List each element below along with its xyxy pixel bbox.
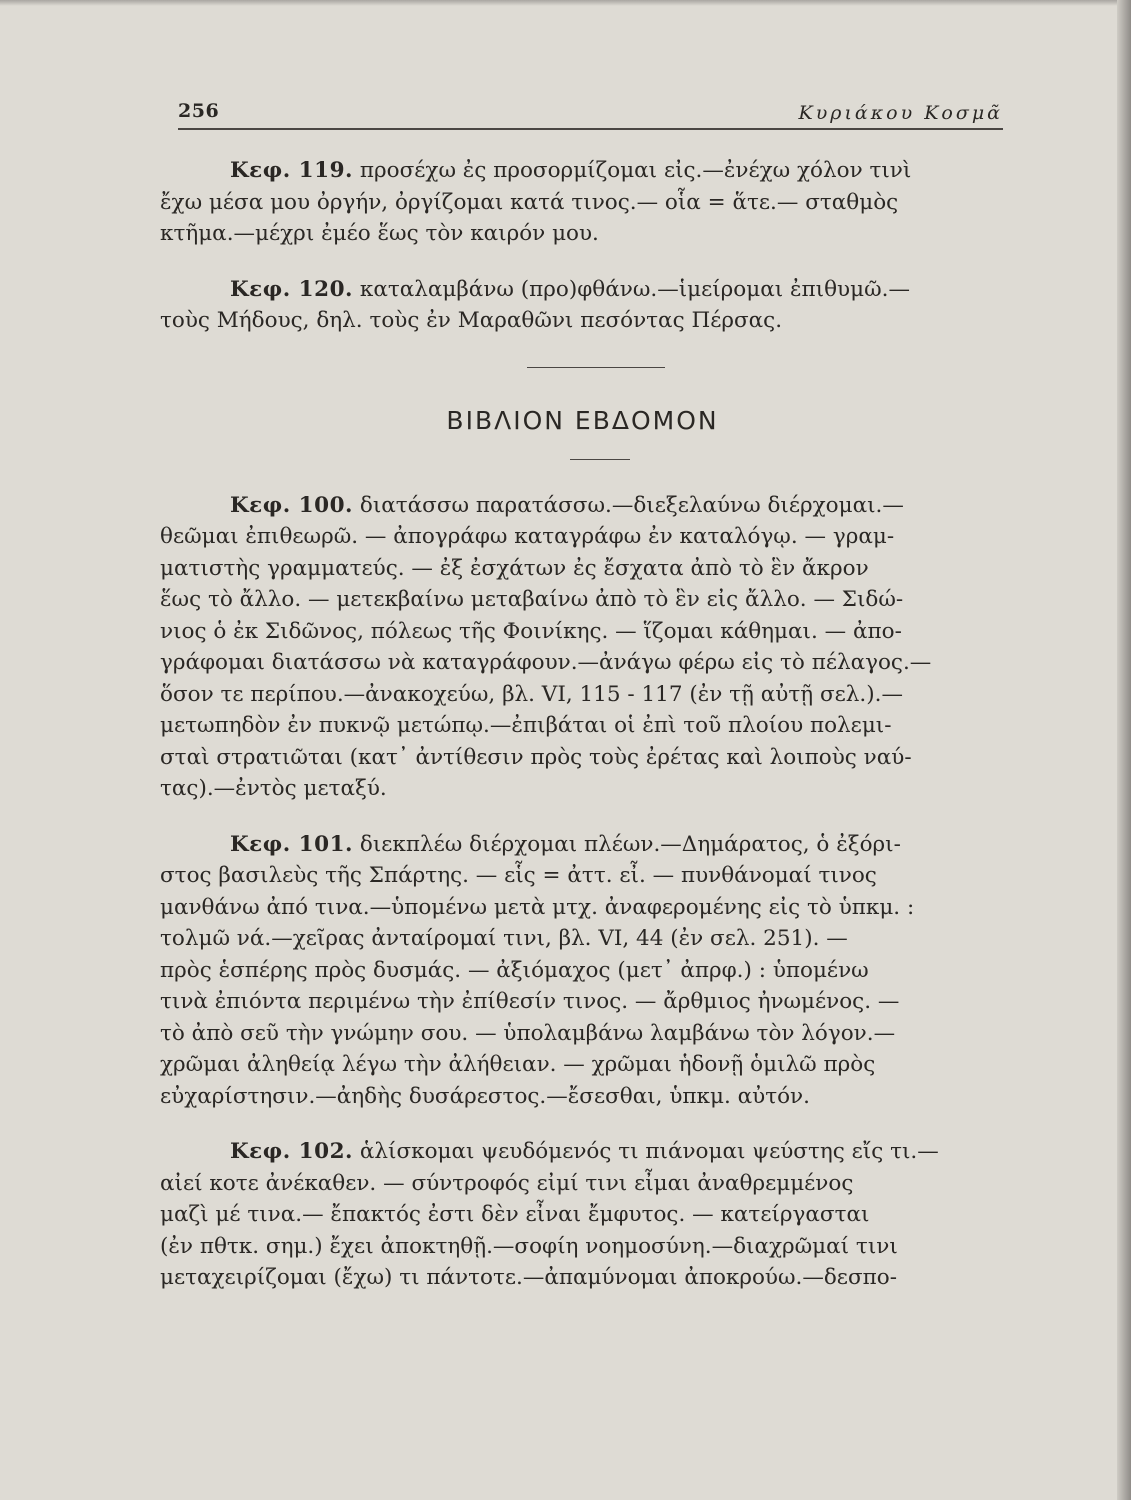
text-line: ὅσον τε περίπου.—ἀνακοχεύω, βλ. VI, 115 - 117 (ἐν τῇ αὐτῇ σελ.).— [160,681,903,707]
text-line: Κεφ. 119. προσέχω ἐς προσορμίζομαι εἰς.—ἐνέχω χόλον τινὶ [230,158,912,183]
text-line: τὸ ἀπὸ σεῦ τὴν γνώμην σου. — ὑπολαμβάνω λαμβάνω τὸν λόγον.— [160,1020,896,1046]
page-top-edge [0,0,1131,6]
text-line: θεῶμαι ἐπιθεωρῶ. — ἀπογράφω καταγράφω ἐν καταλόγῳ. — γραμ- [160,524,895,549]
text-line: Κεφ. 120. καταλαμβάνω (προ)φθάνω.—ἱμείρομαι ἐπιθυμῶ.— [230,276,910,302]
text-line: τοὺς Μήδους, δηλ. τοὺς ἐν Μαραθῶνι πεσόντας Πέρσας. [160,308,783,333]
chapter-reference: Κεφ. 100. [230,492,354,518]
text-line: αἰεί κοτε ἀνέκαθεν. — σύντροφός εἰμί τινι εἶμαι ἀναθρεμμένος [160,1170,854,1196]
text-line: ἕως τὸ ἄλλο. — μετεκβαίνω μεταβαίνω ἀπὸ τὸ ἓν εἰς ἄλλο. — Σιδώ- [160,587,904,612]
paragraph-kef-100 [160,490,1005,805]
text-line: (ἐν πθτκ. σημ.) ἔχει ἀποκτηθῇ.—σοφίη νοημοσύνη.—διαχρῶμαί τινι [160,1233,898,1259]
text-line: μετωπηδὸν ἐν πυκνῷ μετώπῳ.—ἐπιβάται οἱ ἐπὶ τοῦ πλοίου πολεμι- [160,713,892,738]
text-line: μανθάνω ἀπό τινα.—ὑπομένω μετὰ μτχ. ἀναφερομένης εἰς τὸ ὑπκμ. : [160,894,915,920]
paragraph-kef-119 [160,155,1005,250]
text-line: στος βασιλεὺς τῆς Σπάρτης. — εἷς = ἀττ. εἶ. — πυνθάνομαί τινος [160,863,877,888]
paragraph-kef-101 [160,829,1005,1113]
paragraph-kef-102 [160,1136,1005,1294]
text-line: μεταχειρίζομαι (ἔχω) τι πάντοτε.—ἀπαμύνομαι ἀποκρούω.—δεσπο- [160,1265,897,1290]
page-header [178,98,1003,130]
text-line: Κεφ. 101. διεκπλέω διέρχομαι πλέων.—Δημάρατος, ὁ ἐξόρι- [230,831,901,857]
section-divider-bottom [570,459,630,460]
text-line: σταὶ στρατιῶται (κατ᾽ ἀντίθεσιν πρὸς τοὺς ἐρέτας καὶ λοιποὺς ναύ- [160,744,912,770]
running-title: Κυριάκου Κοσμᾶ [798,102,1003,124]
chapter-reference: Κεφ. 120. [230,276,354,302]
paragraph-kef-120 [160,274,1005,337]
text-line: τας).—ἐντὸς μεταξύ. [160,776,387,801]
book-title: ΒΙΒΛΙΟΝ ΕΒΔΟΜΟΝ [446,405,719,435]
page-right-edge-shadow [1117,0,1131,1500]
page-number: 256 [178,100,220,122]
text-line: ματιστὴς γραμματεύς. — ἐξ ἐσχάτων ἐς ἔσχατα ἀπὸ τὸ ἓν ἄκρον [160,555,869,581]
text-line: Κεφ. 102. ἁλίσκομαι ψευδόμενός τι πιάνομαι ψεύστης εἴς τι.— [230,1139,939,1164]
text-line: κτῆμα.—μέχρι ἐμέο ἕως τὸν καιρόν μου. [160,221,599,246]
chapter-reference: Κεφ. 102. [230,1139,354,1164]
text-line: νιος ὁ ἐκ Σιδῶνος, πόλεως τῆς Φοινίκης. — ἵζομαι κάθημαι. — ἀπο- [160,618,902,644]
text-line: ἔχω μέσα μου ὀργήν, ὀργίζομαι κατά τινος.— οἷα = ἅτε.— σταθμὸς [160,189,899,215]
section-divider-top [527,367,665,368]
text-line: μαζὶ μέ τινα.— ἔπακτός ἐστι δὲν εἶναι ἔμφυτος. — κατείργασται [160,1202,870,1227]
text-line: πρὸς ἑσπέρης πρὸς δυσμάς. — ἀξιόμαχος (μετ᾽ ἀπρφ.) : ὑπομένω [160,957,869,983]
text-line: Κεφ. 100. διατάσσω παρατάσσω.—διεξελαύνω διέρχομαι.— [230,492,904,518]
chapter-reference: Κεφ. 119. [230,158,354,183]
text-line: χρῶμαι ἀληθείᾳ λέγω τὴν ἀλήθειαν. — χρῶμαι ἡδονῇ ὁμιλῶ πρὸς [160,1052,876,1077]
chapter-reference: Κεφ. 101. [230,831,354,857]
text-line: εὐχαρίστησιν.—ἀηδὴς δυσάρεστος.—ἔσεσθαι, ὑπκμ. αὐτόν. [160,1083,810,1109]
page-content [160,155,1005,1318]
text-line: τολμῶ νά.—χεῖρας ἀνταίρομαί τινι, βλ. VI, 44 (ἐν σελ. 251). — [160,926,848,951]
text-line: τινὰ ἐπιόντα περιμένω τὴν ἐπίθεσίν τινος. — ἄρθμιος ἠνωμένος. — [160,989,900,1014]
text-line: γράφομαι διατάσσω νὰ καταγράφουν.—ἀνάγω φέρω εἰς τὸ πέλαγος.— [160,650,932,675]
